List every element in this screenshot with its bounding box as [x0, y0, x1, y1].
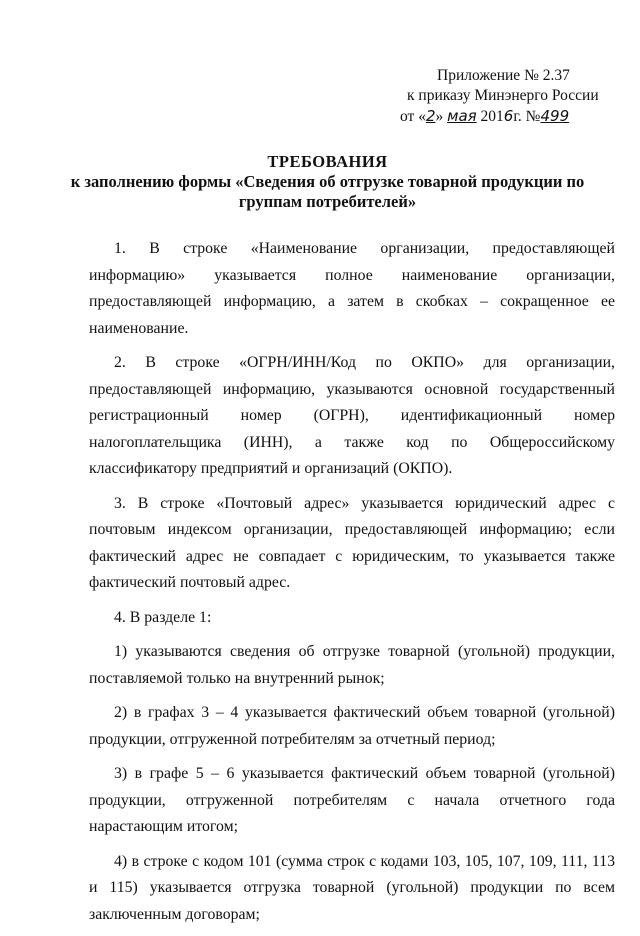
paragraph: 1) указываются сведения об отгрузке товарной (угольной) продукции, поставляемой только на внутренний рынок;: [89, 643, 615, 687]
document-body: [89, 236, 615, 936]
handwritten-month: мая: [447, 107, 477, 125]
order-date-line: [395, 106, 615, 127]
paragraph: 4) в строке с кодом 101 (сумма строк с кодами 103, 105, 107, 109, 111, 113 и 115) указывается отгрузка товарной (угольной) продукции по всем заключенным договорам;: [89, 852, 615, 923]
handwritten-day: 2: [425, 107, 436, 125]
appendix-header: [395, 66, 615, 127]
paragraph: 2) в графах 3 – 4 указывается фактический объем товарной (угольной) продукции, отгруженной потребителям за отчетный период;: [89, 704, 615, 748]
paragraph: 3) в графе 5 – 6 указывается фактический объем товарной (угольной) продукции, отгруженной потребителям с начала отчетного года нарастающим итогом;: [89, 765, 615, 835]
paragraph: 1. В строке «Наименование организации, предоставляющей информацию» указывается полное наименование организации, предоставляющей информацию, а затем в скобках – сокращенное ее наименование.: [89, 240, 615, 337]
date-prefix: от «: [400, 108, 426, 125]
paragraph: 3. В строке «Почтовый адрес» указывается юридический адрес с почтовым индексом организации, предоставляющей информацию; если фактический адрес не совпадает с юридическим, то указывается также фактический почтовый адрес.: [89, 494, 615, 591]
order-reference: к приказу Минэнерго России: [407, 87, 599, 104]
paragraph: 2. В строке «ОГРН/ИНН/Код по ОКПО» для организации, предоставляющей информацию, указываются основной государственный регистрационный номер (ОГРН), идентификационный номер налогоплательщика (ИНН), а также код по Общероссийскому классификатору предприятий и организаций (ОКПО).: [89, 354, 615, 477]
handwritten-year-digit: 6: [503, 107, 514, 125]
handwritten-order-number: 499: [540, 107, 570, 125]
date-suffix: г. №: [513, 108, 541, 125]
title-main: ТРЕБОВАНИЯ: [267, 152, 388, 171]
date-mid: »: [435, 108, 448, 125]
title-subtitle: к заполнению формы «Сведения об отгрузке товарной продукции по группам потребителей»: [70, 172, 585, 211]
paragraph: 4. В разделе 1:: [114, 608, 212, 626]
document-title: [40, 152, 615, 212]
appendix-number: Приложение № 2.37: [437, 67, 570, 84]
date-year-prefix: 201: [476, 108, 504, 125]
